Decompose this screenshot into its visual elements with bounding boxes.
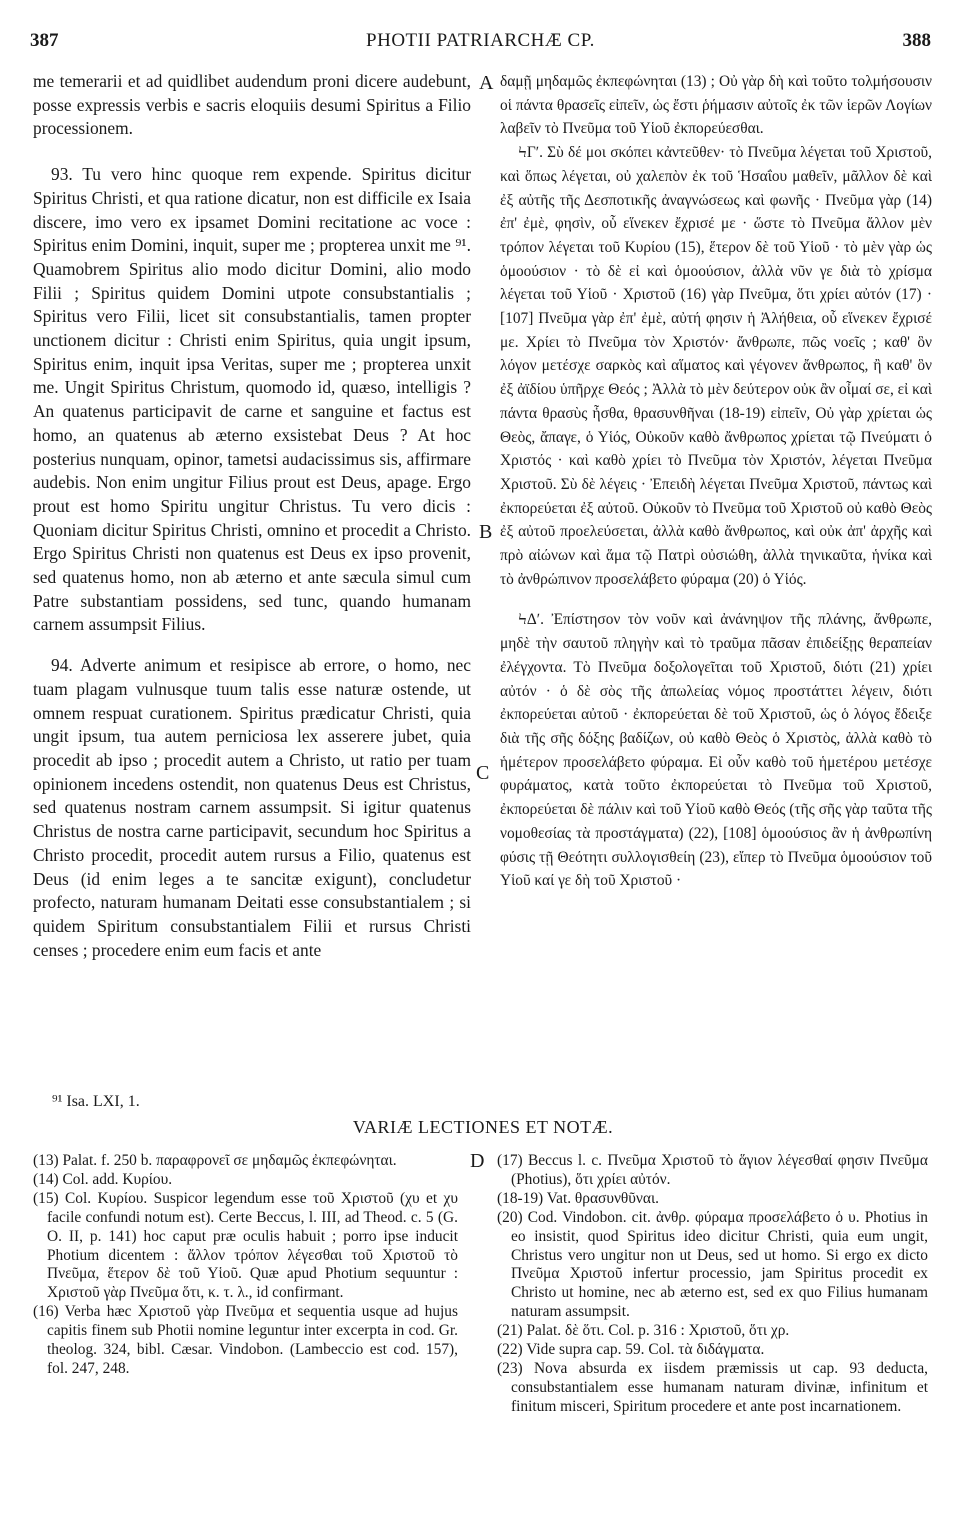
variant-note: (17) Beccus l. c. Πνεῦμα Χριστοῦ τὸ ἅγιον λέγεσθαί φησιν Πνεῦμα (Photius), ὅτι χρίει αὐτόν.	[497, 1152, 928, 1188]
margin-marker-b: B	[479, 521, 493, 543]
right-page-number: 388	[902, 30, 931, 51]
variant-note: (18-19) Vat. θρασυνθῦναι.	[497, 1189, 659, 1207]
greek-paragraph: δαμῇ μηδαμῶς ἐκπεφώνηται (13) ; Οὐ γὰρ δὴ καὶ τοῦτο τολμήσουσιν οἱ πάντα θρασεῖς εἰπεῖν, ὡς ἔστι ῥήμασιν αὐτοῖς ἐκ τῶν ἱερῶν Λογίων λαβεῖν τὸ Πνεῦμα τοῦ Υἱοῦ ἐκπορεύεσθαι.	[500, 73, 932, 138]
latin-paragraph: 93. Tu vero hinc quoque rem expende. Spiritus dicitur Spiritus Christi, et qua ratione dicatur, non est difficile ex Isaia discere, imo vero ex ipsamet Domini recitatione ac voce : Spiritus enim Domini, inquit, super me ; propterea unxit me ⁹¹. Quamobrem Spiritus alio modo dicitur Domini, alio modo Filii ; Spiritus quidem Domini utpote consubstantialis ; Spiritus vero Filii, licet sit consubstantialis, tamen propter unctionem dicitur : Christi enim Spiritus, quia ungit ipsum, Spiritus enim, inquit ipsa Veritas, super me ; propterea unxit me. Ungit Spiritus Christum, quomodo id, quæso, intelligis ? An quatenus participavit de carne et sanguine et factus est homo, an quatenus ab æterno exsistebat Deus ? At hoc posterius nunquam, opinor, tametsi audacissimus sis, affirmare audebis. Non enim ungitur Filius prout est Deus, apage. Ergo prout est homo Spiritu ungitur Christus. Tu vero dicis : Quoniam dicitur Spiritus Christi, omnino et procedit a Christo. Ergo Spiritus Christi non quatenus est Deus ex ipso provenit, sed quatenus homo, non ab æterno et ante sæcula simul cum Patre substantiam possidens, sed tunc, quando humanam carnem assumpsit Filius.	[33, 164, 471, 635]
left-page-number: 387	[30, 30, 59, 51]
margin-marker-d: D	[470, 1150, 485, 1172]
greek-paragraph: ϞΓʹ. Σὺ δέ μοι σκόπει κἀντεῦθεν· τὸ Πνεῦμα λέγεται τοῦ Χριστοῦ, καὶ ὅπως λέγεται, οὐ χαλεπὸν ἐκ τοῦ Ἡσαΐου μαθεῖν, μᾶλλον δὲ καὶ ἐξ αὐτῆς τῆς Δεσποτικῆς ἀναγνώσεως καὶ φωνῆς · Πνεῦμα γὰρ (14) ἐπ' ἐμὲ, φησὶν, οὗ εἵνεκεν ἔχρισέ με · ὥστε τὸ Πνεῦμα ἄλλον μὲν τρόπον λέγεται τοῦ Κυρίου (15), ἕτερον δὲ τοῦ Υἱοῦ · τὸ μὲν γὰρ ὡς ὁμοούσιον · τὸ δὲ εἰ καὶ ὁμοούσιον, ἀλλὰ νῦν γε διὰ τὸ χρίσμα λέγεται τοῦ Υἱοῦ · Χριστοῦ (16) γὰρ Πνεῦμα, ὅτι χρίει αὐτόν (17) · [107] Πνεῦμα γὰρ ἐπ' ἐμὲ, αὐτή φησιν ἡ Ἀλήθεια, οὗ εἵνεκεν ἔχρισέ με. Χρίει τὸ Πνεῦμα τὸν Χριστόν· ἄνθρωπε, πῶς νοεῖς ; καθ' ὃν λόγον μετέσχε σαρκὸς καὶ αἵματος καὶ γέγονεν ἄνθρωπος, ἢ καθ' ὃν ἐξ ἀϊδίου ὑπῆρχε Θεός ; Ἀλλὰ τὸ μὲν δεύτερον οὐκ ἂν οἶμαί σε, εἰ καὶ πάντα θρασὺς ἦσθα, θρασυνθῆναι (18-19) εἰπεῖν, Οὐ γὰρ χρίεται ὡς Θεὸς, ἄπαγε, ὁ Υἱός, Οὐκοῦν καθὸ ἄνθρωπος χρίεται τῷ Πνεύματι ὁ Χριστός · καὶ καθὸ χρίει τὸ Πνεῦμα τὸν Χριστόν, λέγεται Πνεῦμα Χριστοῦ. Σὺ δὲ λέγεις · Ἐπειδὴ λέγεται Πνεῦμα Χριστοῦ, πάντως καὶ ἐκπορεύεται ἐξ αὐτοῦ. Οὐκοῦν τὸ Πνεῦμα τοῦ Χριστοῦ οὐ καθὸ Θεὸς ἐξ αὐτοῦ προελεύσεται, ἀλλὰ καθὸ ἄνθρωπος, καὶ οὐκ ἀπ' ἀρχῆς καὶ πρὸ αἰώνων καὶ ἅμα τῷ Πατρὶ οὐσιώθη, ἀλλὰ τηνικαῦτα, ἡνίκα καὶ τὸ ἀνθρώπινον προσελάβετο φύραμα (20) ὁ Υἱός.	[500, 144, 932, 588]
latin-paragraph: 94. Adverte animum et resipisce ab errore, o homo, nec tuam plagam vulnusque tuum talis esse naturæ ostende, ut omnem respuat curationem. Spiritus prædicatur Christi, quia ungit ipsum, tua autem perniciosa lex asserere jubet, quia procedit ab ipso ; procedit autem a Christo, ut ratio per tuam opinionem incedens ostendit, non quatenus Deus est Christus, sed quatenus nostram carnem assumpsit. Si igitur quatenus Christus de nostra carne participavit, secundum hoc Spiritus a Christo procedit, procedit autem rursus a Filio, quatenus est Deus (id enim leges a te sancitæ exigunt), concludetur profecto, naturam humanam Deitati esse consubstantialem ; si quidem Spiritum consubstantialem Filii et rursus Christi censes ; procedere enim eum facis et ante	[33, 655, 471, 960]
margin-marker-c: C	[476, 762, 490, 784]
variant-note: (22) Vide supra cap. 59. Col. τὰ διδάγματα.	[497, 1341, 765, 1359]
greek-column	[500, 70, 932, 893]
variant-note: (14) Col. add. Κυρίου.	[33, 1170, 173, 1188]
greek-paragraph: ϞΔʹ. Ἐπίστησον τὸν νοῦν καὶ ἀνάνηψον τῆς πλάνης, ἄνθρωπε, μηδὲ τὴν σαυτοῦ πληγὴν καὶ τὸ τραῦμα πᾶσαν ἐπιδείξῃς θεραπείαν ἐλέγχοντα. Τὸ Πνεῦμα δοξολογεῖται τοῦ Χριστοῦ, διότι (21) χρίει αὐτόν · ὁ δὲ σὸς τῆς ἀπωλείας νόμος προστάττει λέγειν, διότι ἐκπορεύεται αὐτοῦ · ἐκπορεύεται δὲ τοῦ Χριστοῦ, ὡς ὁ λόγος ἔδειξε διὰ τῆς σῆς δόξης βαδίζων, οὐ καθὸ Θεὸς ὁ Χριστὸς, ἀλλὰ καθὸ τὸ ἡμέτερον προσελάβετο φύραμα. Εἰ οὖν καθὸ τοῦ ἡμετέρου μετέσχε φυράματος, κατὰ τοῦτο ἐκπορεύεται τὸ Πνεῦμα τοῦ Χριστοῦ, ἐκπορεύεται δὲ πάλιν καὶ τοῦ Υἱοῦ καθὸ Θεός (τῆς σῆς γὰρ ταῦτα τῆς νομοθεσίας τὰ προστάγματα) (22), [108] ὁμοούσιος ἂν ἡ ἀνθρωπίνη φύσις τῇ Θεότητι συλλογισθείη (23), εἴπερ τὸ Πνεῦμα ὁμοούσιον τοῦ Υἱοῦ καί γε δὴ τοῦ Χριστοῦ ·	[500, 611, 932, 890]
page-header	[30, 30, 931, 58]
margin-marker-a: A	[479, 72, 494, 94]
variant-note: (23) Nova absurda ex iisdem præmissis ut cap. 93 deducta, consubstantialem esse humanam naturam divinæ, infinitum et finitum misceri, Spiritum procedere et ante post incarnationem.	[497, 1359, 928, 1415]
variae-lectiones-title: VARIÆ LECTIONES ET NOTÆ.	[352, 1117, 614, 1137]
variant-note: (20) Cod. Vindobon. cit. ἀνθρ. φύραμα προσελάβετο ὁ υ. Photius in eo insistit, quod Spiritus ideo dicitur Christi, quia eum ungit, Christus vero ungitur non ut Deus, sed ut homo. Si ergo ex dicto Πνεῦμα Χριστοῦ infertur processio, jam Spiritus procedit ex Christo ut homine, nec ab æterno est, sed ex quo Filius humanam naturam assumpsit.	[497, 1208, 928, 1321]
latin-footnote: ⁹¹ Isa. LXI, 1.	[52, 1093, 140, 1110]
variant-note: (21) Palat. δὲ ὅτι. Col. p. 316 : Χριστοῦ, ὅτι χρ.	[497, 1322, 790, 1340]
variant-note: (15) Col. Κυρίου. Suspicor legendum esse τοῦ Χριστοῦ (χυ et χυ facile confundi notum est). Certe Beccus, l. III, ad Theod. c. 5 (G. O. II, p. 141) hoc caput præ oculis habuit ; porro ipse inducit Photium dicentem : ἄλλον τρόπον λέγεσθαι τοῦ Χριστοῦ τὸ Πνεῦμα, ἕτερον δὲ τοῦ Υἱοῦ. Quæ apud Photium sequuntur : Χριστοῦ γὰρ Πνεῦμα ὅτι, κ. τ. λ., id confirmant.	[33, 1189, 458, 1302]
notes-right-column	[497, 1152, 928, 1417]
latin-paragraph: me temerarii et ad quidlibet audendum proni dicere audebunt, posse expressis verbis e sacris eloquiis desumi Spiritus a Filio processionem.	[33, 71, 471, 139]
variant-note: (16) Verba hæc Χριστοῦ γὰρ Πνεῦμα et sequentia usque ad hujus capitis finem sub Photii nomine leguntur inter excerpta in cod. Gr. theolog. 324, bibl. Cæsar. Vindobon. (Lambeccio est cod. 157), fol. 247, 248.	[33, 1303, 458, 1377]
running-title: PHOTII PATRIARCHÆ CP.	[366, 30, 595, 51]
notes-left-column	[33, 1152, 458, 1379]
variant-note: (13) Palat. f. 250 b. παραφρονεῖ σε μηδαμῶς ἐκπεφώνηται.	[33, 1152, 397, 1169]
latin-column	[33, 70, 471, 962]
